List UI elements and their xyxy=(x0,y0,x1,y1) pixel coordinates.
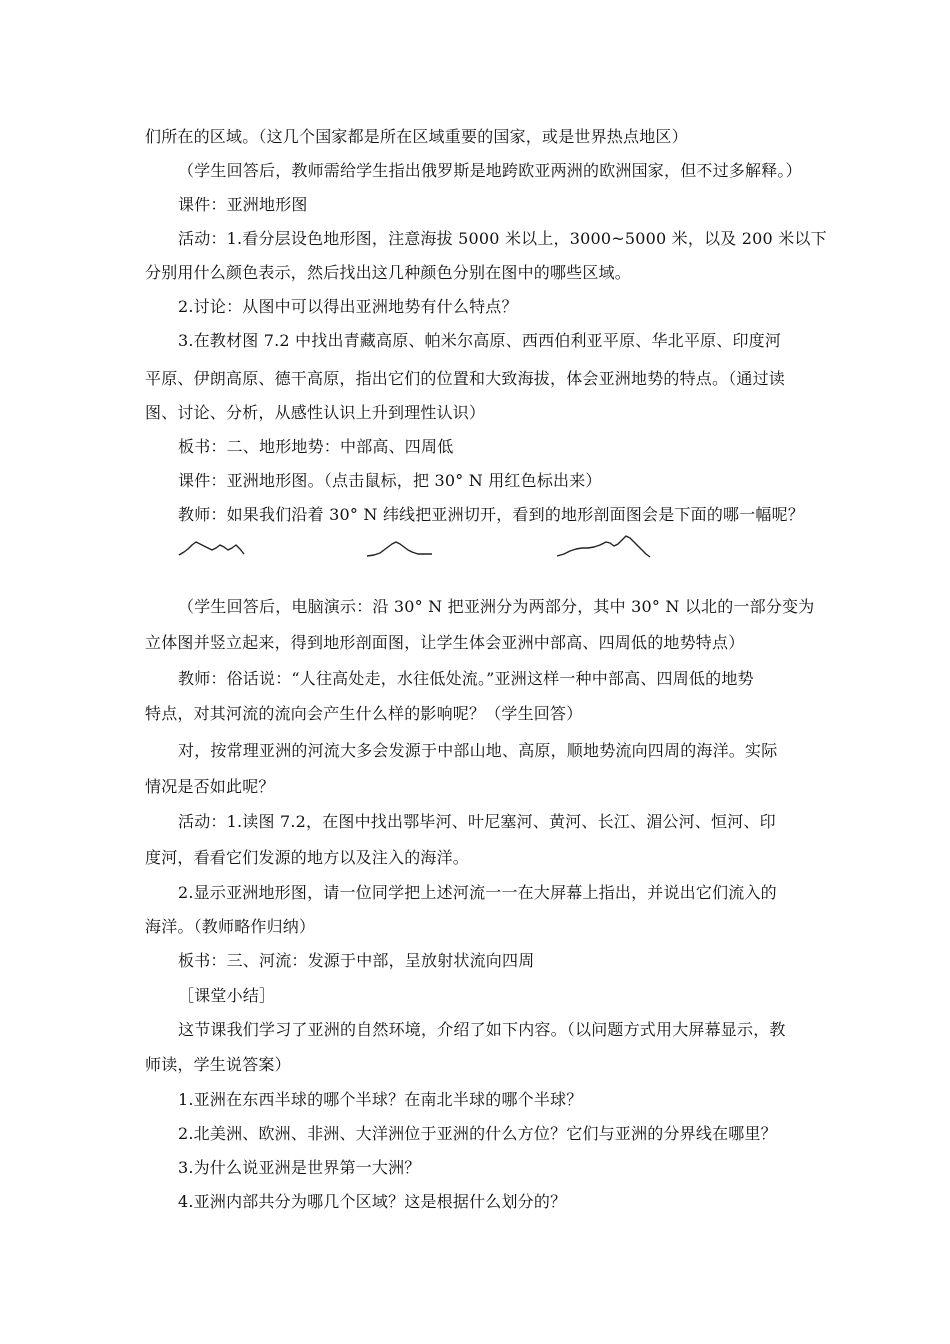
text-line: 特点，对其河流的流向会产生什么样的影响呢？（学生回答） xyxy=(145,704,583,723)
text-line: （学生回答后，电脑演示：沿 30° N 把亚洲分为两部分，其中 30° N 以北的一部分变为 xyxy=(178,597,815,616)
text-line: 活动：1.读图 7.2，在图中找出鄂毕河、叶尼塞河、黄河、长江、湄公河、恒河、印 xyxy=(178,812,776,831)
text-line: 活动：1.看分层设色地形图，注意海拔 5000 米以上，3000~5000 米，以及 200 米以下 xyxy=(178,229,827,248)
text-line: （学生回答后，教师需给学生指出俄罗斯是地跨欧亚两洲的欧洲国家，但不过多解释。） xyxy=(178,161,802,180)
text-line: 立体图并竖立起来，得到地形剖面图，让学生体会亚洲中部高、四周低的地势特点） xyxy=(145,633,745,652)
text-line: 2.讨论：从图中可以得出亚洲地势有什么特点？ xyxy=(178,297,518,316)
text-line: 海洋。（教师略作归纳） xyxy=(145,917,316,936)
text-line: 图、讨论、分析，从感性认识上升到理性认识） xyxy=(145,403,486,422)
text-line: 2.显示亚洲地形图，请一位同学把上述河流一一在大屏幕上指出，并说出它们流入的 xyxy=(178,883,777,902)
section-heading: ［课堂小结］ xyxy=(178,986,276,1005)
text-line: 教师：如果我们沿着 30° N 纬线把亚洲切开，看到的地形剖面图会是下面的哪一幅呢？ xyxy=(178,505,805,524)
text-line: 对，按常理亚洲的河流大多会发源于中部山地、高原，顺地势流向四周的海洋。实际 xyxy=(178,741,778,760)
terrain-profile-option-c xyxy=(556,528,652,574)
text-line: 情况是否如此呢？ xyxy=(145,777,275,796)
text-line: 板书：二、地形地势：中部高、四周低 xyxy=(178,437,454,456)
text-line: 3.在教材图 7.2 中找出青藏高原、帕米尔高原、西西伯利亚平原、华北平原、印度河 xyxy=(178,331,782,350)
text-line: 们所在的区域。（这几个国家都是所在区域重要的国家，或是世界热点地区） xyxy=(145,127,688,146)
text-line: 板书：三、河流：发源于中部，呈放射状流向四周 xyxy=(178,951,535,970)
text-line: 平原、伊朗高原、德干高原，指出它们的位置和大致海拔，体会亚洲地势的特点。（通过读 xyxy=(145,369,786,388)
terrain-profile-options xyxy=(170,528,660,574)
text-line: 分别用什么颜色表示，然后找出这几种颜色分别在图中的哪些区域。 xyxy=(145,263,632,282)
text-line: 师读，学生说答案） xyxy=(145,1055,291,1074)
text-line: 课件：亚洲地形图。（点击鼠标，把 30° N 用红色标出来） xyxy=(178,471,602,490)
question-item: 2.北美洲、欧洲、非洲、大洋洲位于亚洲的什么方位？它们与亚洲的分界线在哪里？ xyxy=(178,1124,777,1143)
question-item: 1.亚洲在东西半球的哪个半球？在南北半球的哪个半球？ xyxy=(178,1090,583,1109)
text-line: 度河，看看它们发源的地方以及注入的海洋。 xyxy=(145,848,470,867)
text-line: 这节课我们学习了亚洲的自然环境，介绍了如下内容。（以问题方式用大屏幕显示，教 xyxy=(178,1020,786,1039)
terrain-profile-option-b xyxy=(366,528,434,574)
text-line: 课件：亚洲地形图 xyxy=(178,195,308,214)
question-item: 3.为什么说亚洲是世界第一大洲？ xyxy=(178,1158,421,1177)
question-item: 4.亚洲内部共分为哪几个区域？这是根据什么划分的？ xyxy=(178,1192,567,1211)
terrain-profile-option-a xyxy=(178,528,246,574)
text-line: 教师：俗话说：“人往高处走，水往低处流。”亚洲这样一种中部高、四周低的地势 xyxy=(178,669,754,688)
